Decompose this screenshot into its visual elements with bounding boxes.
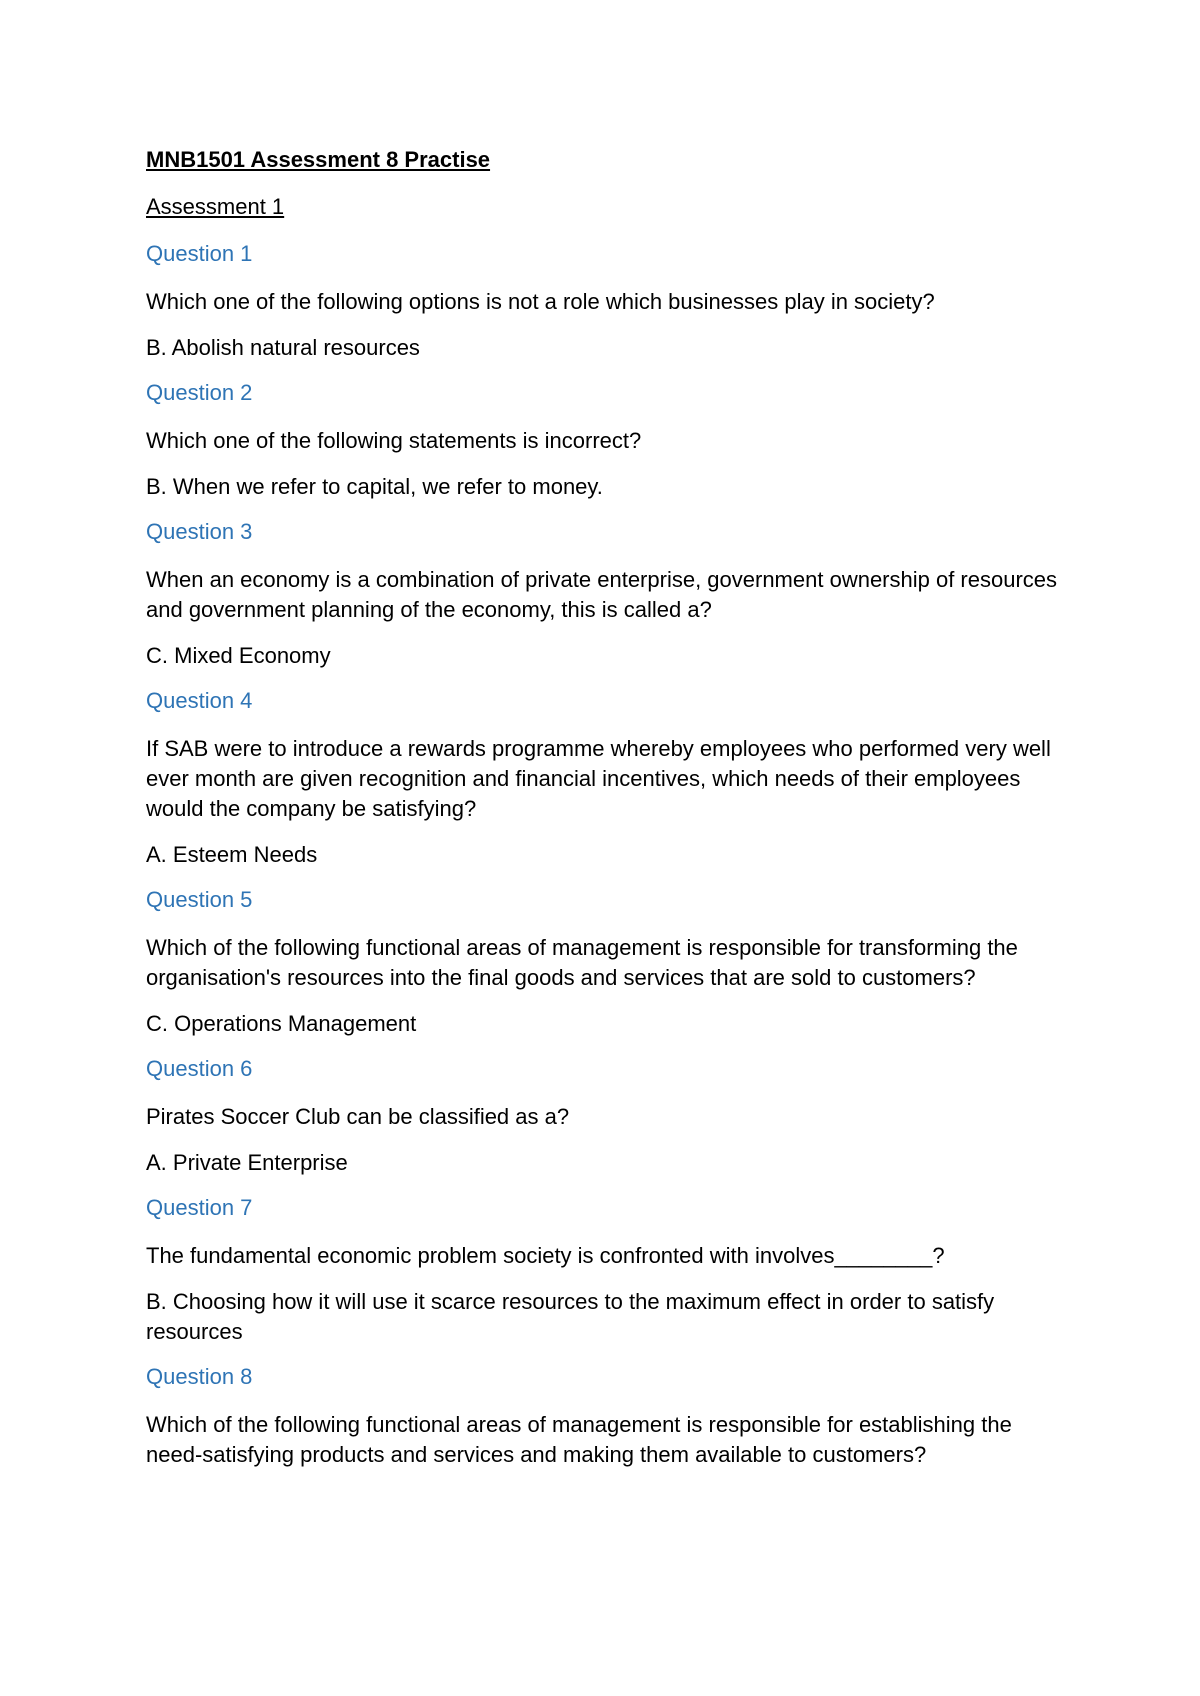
question-block [146, 1363, 1066, 1470]
question-text: The fundamental economic problem society is confronted with involves________? [146, 1243, 945, 1268]
question-answer: B. When we refer to capital, we refer to money. [146, 474, 603, 499]
question-label: Question 8 [146, 1364, 253, 1389]
question-answer: C. Mixed Economy [146, 643, 331, 668]
question-label: Question 1 [146, 241, 253, 266]
question-label: Question 7 [146, 1195, 253, 1220]
question-text: Which one of the following statements is incorrect? [146, 428, 642, 453]
assessment-heading: Assessment 1 [146, 194, 285, 219]
question-label: Question 4 [146, 688, 253, 713]
question-block [146, 1055, 1066, 1178]
question-label: Question 5 [146, 887, 253, 912]
question-answer: C. Operations Management [146, 1011, 417, 1036]
question-label: Question 2 [146, 380, 253, 405]
question-block [146, 886, 1066, 1039]
question-text: When an economy is a combination of private enterprise, government ownership of resources and government planning of the economy, this is called a? [146, 567, 1058, 622]
question-label: Question 3 [146, 519, 253, 544]
question-answer: A. Esteem Needs [146, 842, 318, 867]
question-block [146, 518, 1066, 671]
question-answer: A. Private Enterprise [146, 1150, 348, 1175]
question-block [146, 1194, 1066, 1347]
question-block [146, 379, 1066, 502]
question-answer: B. Abolish natural resources [146, 335, 420, 360]
question-text: Pirates Soccer Club can be classified as a? [146, 1104, 570, 1129]
document-page [146, 146, 1066, 1486]
document-title: MNB1501 Assessment 8 Practise [146, 147, 491, 172]
question-answer: B. Choosing how it will use it scarce resources to the maximum effect in order to satisfy resources [146, 1289, 995, 1344]
question-text: Which one of the following options is not a role which businesses play in society? [146, 289, 935, 314]
question-text: If SAB were to introduce a rewards programme whereby employees who performed very well ever month are given recognition and financial incentives, which needs of their employees would the company be satisfying? [146, 736, 1051, 821]
question-label: Question 6 [146, 1056, 253, 1081]
question-block [146, 240, 1066, 363]
question-block [146, 687, 1066, 870]
question-list [146, 240, 1066, 1470]
question-text: Which of the following functional areas of management is responsible for transforming the organisation's resources into the final goods and services that are sold to customers? [146, 935, 1018, 990]
question-text: Which of the following functional areas of management is responsible for establishing the need-satisfying products and services and making them available to customers? [146, 1412, 1012, 1467]
